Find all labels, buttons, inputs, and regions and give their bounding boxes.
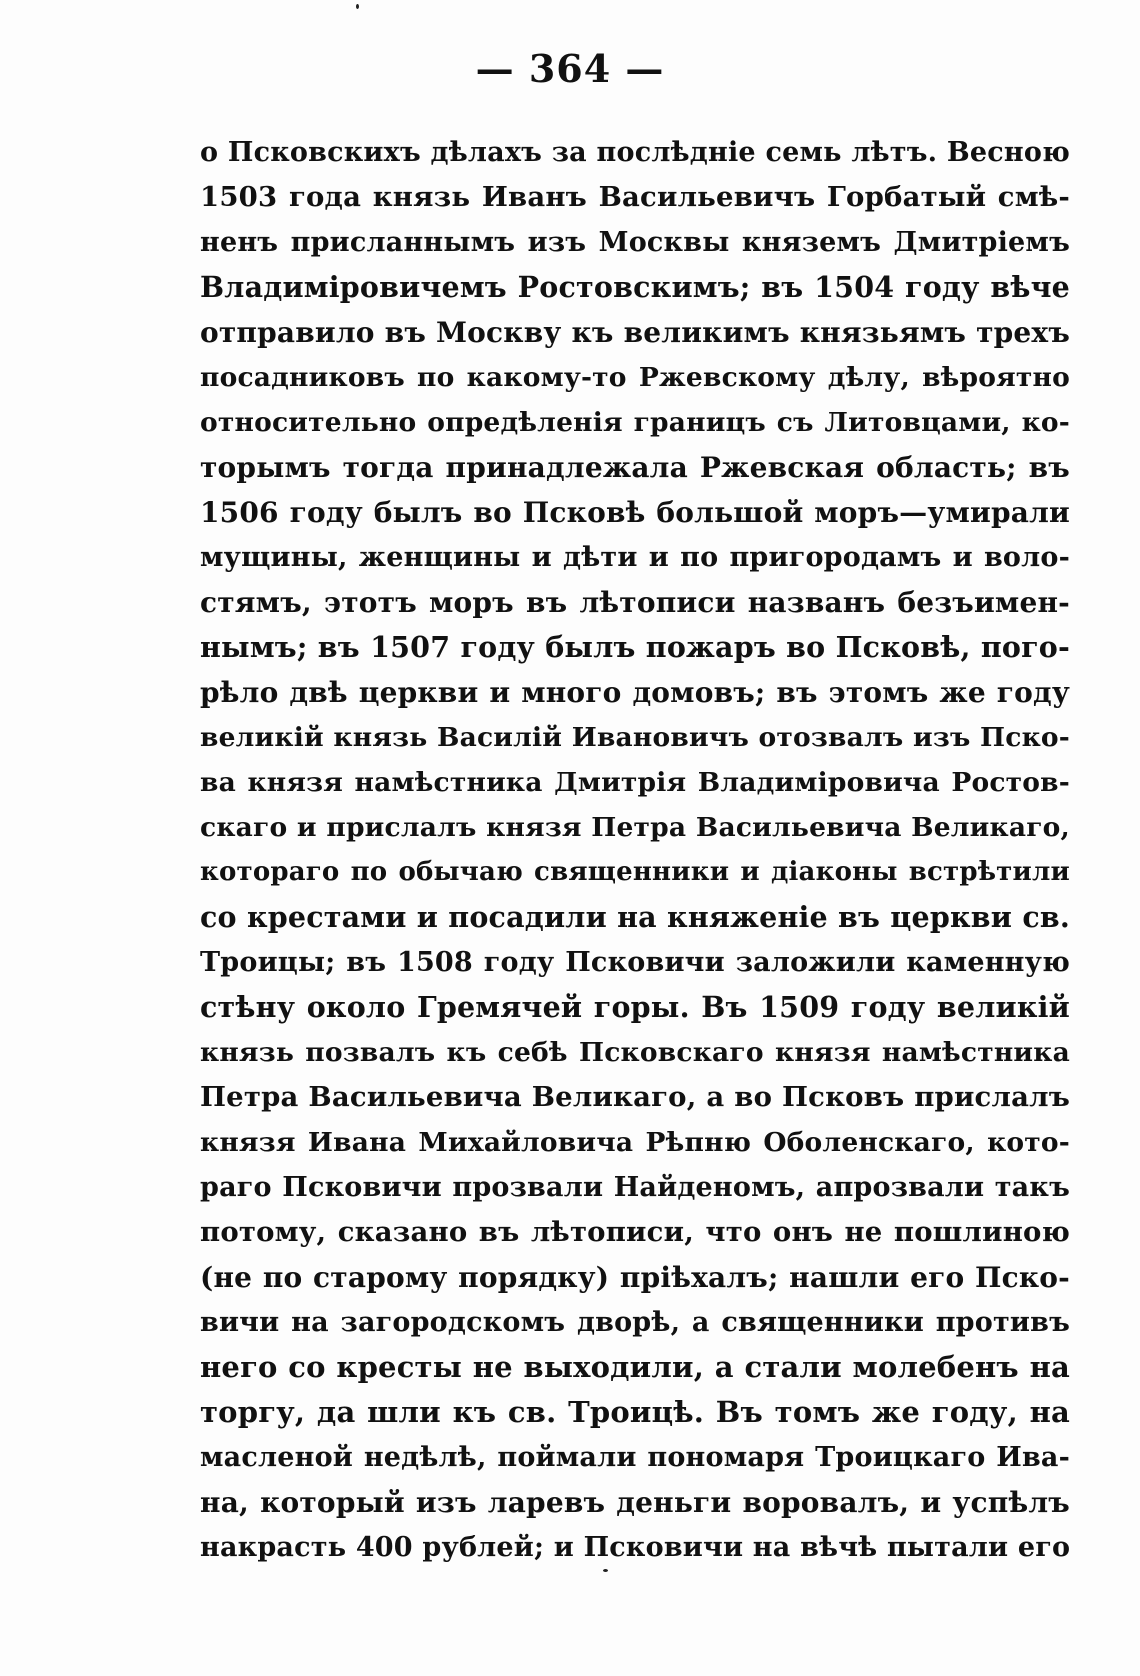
text-line: Владиміровичемъ Ростовскимъ; въ 1504 году вѣче — [200, 270, 1070, 304]
text-line: скаго и прислалъ князя Петра Васильевича Великаго, — [200, 812, 1070, 843]
body-text — [200, 130, 1070, 1570]
text-line: него со кресты не выходили, а стали молебенъ на — [200, 1350, 1070, 1384]
text-line: потому, сказано въ лѣтописи, что онъ не пошлиною — [200, 1216, 1070, 1248]
text-line: Петра Васильевича Великаго, а во Псковъ прислалъ — [200, 1081, 1070, 1113]
text-line: стѣну около Гремячей горы. Въ 1509 году великій — [200, 990, 1070, 1024]
text-line: ва князя намѣстника Дмитрія Владиміровича Ростов- — [200, 767, 1070, 798]
text-line: торымъ тогда принадлежала Ржевская область; въ — [200, 451, 1070, 484]
text-line: торгу, да шли къ св. Троицѣ. Въ томъ же году, на — [200, 1395, 1070, 1429]
text-line: на, который изъ ларевъ деньги воровалъ, и успѣлъ — [200, 1486, 1070, 1519]
text-line: посадниковъ по какому-то Ржевскому дѣлу, вѣроятно — [200, 362, 1070, 393]
text-line: мущины, женщины и дѣти и по пригородамъ и воло- — [200, 542, 1070, 573]
print-speck — [356, 4, 359, 9]
page-number: — 364 — — [475, 46, 665, 91]
text-line: отправило въ Москву къ великимъ князьямъ трехъ — [200, 316, 1070, 349]
text-line: со крестами и посадили на княженіе въ церкви св. — [200, 900, 1070, 934]
text-line: князя Ивана Михайловича Рѣпню Оболенскаго, кото- — [200, 1127, 1070, 1158]
text-line: накрасть 400 рублей; и Псковичи на вѣчѣ пытали его — [200, 1532, 1071, 1563]
text-line: ненъ присланнымъ изъ Москвы княземъ Дмитріемъ — [200, 227, 1070, 258]
text-line: нымъ; въ 1507 году былъ пожаръ во Псковѣ, пого- — [200, 630, 1070, 664]
text-line: о Псковскихъ дѣлахъ за послѣдніе семь лѣтъ. Весною — [200, 137, 1070, 168]
text-line: масленой недѣлѣ, поймали пономаря Троицкаго Ива- — [200, 1442, 1070, 1473]
text-line: рѣло двѣ церкви и много домовъ; въ этомъ же году — [200, 676, 1070, 709]
text-line: князь позвалъ къ себѣ Псковскаго князя намѣстника — [200, 1037, 1070, 1068]
text-line: вичи на загородскомъ дворѣ, а священники противъ — [200, 1307, 1070, 1338]
text-line: 1506 году былъ во Псковѣ большой моръ—умирали — [200, 496, 1070, 529]
text-line: (не по старому порядку) пріѣхалъ; нашли его Пско- — [200, 1261, 1070, 1294]
text-line: стямъ, этотъ моръ въ лѣтописи названъ безъимен- — [200, 586, 1070, 619]
text-line: Троицы; въ 1508 году Псковичи заложили каменную — [200, 947, 1070, 978]
text-line: котораго по обычаю священники и діаконы встрѣтили — [200, 857, 1070, 887]
text-line: относительно опредѣленія границъ съ Литовцами, ко- — [200, 407, 1070, 438]
text-line: 1503 года князь Иванъ Васильевичъ Горбатый смѣ- — [200, 181, 1070, 213]
print-speck — [603, 1569, 608, 1572]
text-line: раго Псковичи прозвали Найденомъ, апрозвали такъ — [200, 1172, 1070, 1203]
text-line: великій князь Василій Ивановичъ отозвалъ изъ Пско- — [200, 722, 1070, 753]
